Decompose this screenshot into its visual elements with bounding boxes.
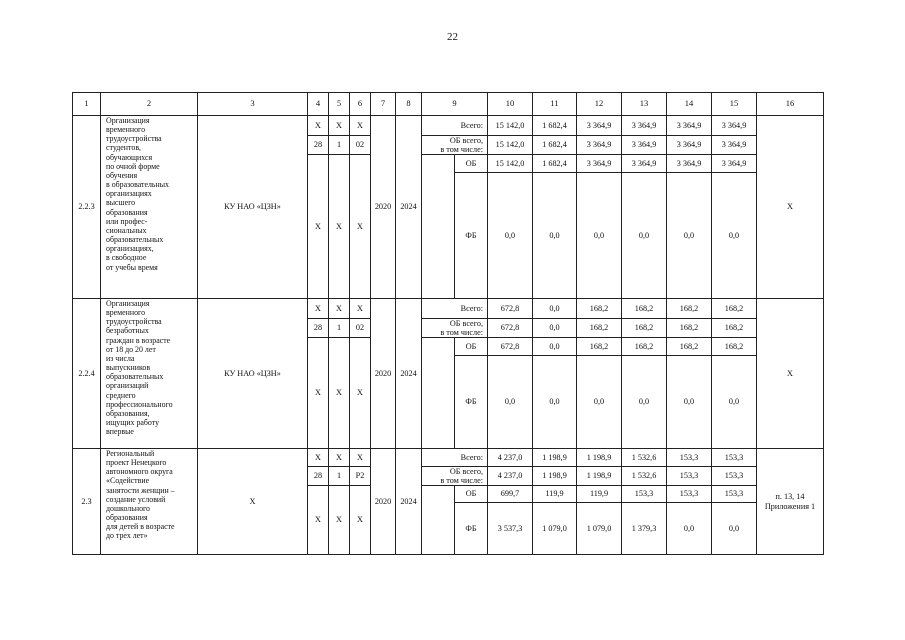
measure-name-line: студентов, [106, 143, 142, 153]
measure-name-line: обучающихся [106, 152, 153, 162]
source-ob-label: ОБ [455, 338, 488, 356]
source-total-label: Всего: [422, 449, 488, 467]
amount-cell: 0,0 [712, 356, 757, 449]
row-number: 2.2.3 [73, 116, 101, 299]
amount-cell: 15 142,0 [488, 116, 533, 136]
amount-cell: 3 364,9 [712, 136, 757, 155]
amount-cell: 0,0 [488, 356, 533, 449]
col16-note [757, 116, 824, 299]
code-cell: 28 [308, 319, 329, 338]
code-cell: Х [329, 299, 350, 319]
code-cell: Х [308, 299, 329, 319]
amount-cell: 3 537,3 [488, 503, 533, 555]
start-year: 2020 [371, 116, 396, 299]
amount-cell: 672,8 [488, 319, 533, 338]
source-fb-label: ФБ [455, 356, 488, 449]
column-header-5: 5 [329, 93, 350, 116]
measure-name-line: образования [106, 207, 148, 217]
end-year: 2024 [396, 299, 422, 449]
source-ob-total-line1: ОБ всего, [449, 136, 483, 145]
column-header-14: 14 [667, 93, 712, 116]
table-row [73, 116, 824, 136]
executor: КУ НАО «ЦЗН» [198, 116, 308, 299]
measure-name-line: ищущих работу [106, 418, 160, 428]
code-cell: Х [350, 449, 371, 467]
source-ob-label: ОБ [455, 155, 488, 173]
code-cell: Р2 [350, 467, 371, 486]
measure-name-line: временного [106, 125, 146, 135]
row-number: 2.3 [73, 449, 101, 555]
code-cell: 1 [329, 467, 350, 486]
amount-cell: 1 198,9 [533, 467, 577, 486]
table-row [73, 449, 824, 467]
amount-cell: 153,3 [712, 449, 757, 467]
measure-name-line: впервые [106, 427, 134, 437]
amount-cell: 1 198,9 [533, 449, 577, 467]
amount-cell: 1 198,9 [577, 449, 622, 467]
measure-name-line: Организация [106, 116, 150, 125]
amount-cell: 4 237,0 [488, 449, 533, 467]
code-cell: Х [350, 116, 371, 136]
budget-table [72, 92, 824, 555]
amount-cell: 168,2 [622, 299, 667, 319]
amount-cell: 4 237,0 [488, 467, 533, 486]
amount-cell: 168,2 [667, 338, 712, 356]
code-cell: Х [329, 449, 350, 467]
amount-cell: 1 198,9 [577, 467, 622, 486]
amount-cell: 168,2 [667, 319, 712, 338]
amount-cell: 0,0 [577, 356, 622, 449]
amount-cell: 3 364,9 [667, 116, 712, 136]
col16-note [757, 299, 824, 449]
measure-name-line: организациях, [106, 244, 154, 254]
amount-cell: 0,0 [712, 503, 757, 555]
column-header-6: 6 [350, 93, 371, 116]
code-cell: Х [308, 449, 329, 467]
amount-cell: 0,0 [622, 173, 667, 299]
amount-cell: 0,0 [488, 173, 533, 299]
amount-cell: 153,3 [712, 467, 757, 486]
column-header-4: 4 [308, 93, 329, 116]
amount-cell: 3 364,9 [622, 155, 667, 173]
amount-cell: 3 364,9 [667, 155, 712, 173]
source-ob-total-line1: ОБ всего, [449, 467, 483, 476]
measure-name-line: Региональный [106, 449, 155, 458]
code-cell: Х [350, 155, 371, 299]
amount-cell: 3 364,9 [712, 155, 757, 173]
column-header-3: 3 [198, 93, 308, 116]
column-header-11: 11 [533, 93, 577, 116]
col16-note [757, 449, 824, 555]
amount-cell: 168,2 [577, 338, 622, 356]
measure-name-line: проект Ненецкого [106, 458, 167, 468]
measure-name [101, 116, 198, 299]
amount-cell: 168,2 [622, 319, 667, 338]
code-cell: Х [308, 486, 329, 555]
amount-cell: 1 079,0 [533, 503, 577, 555]
code-cell: Х [329, 338, 350, 449]
header-row [73, 93, 824, 116]
indent-spacer [422, 338, 455, 449]
amount-cell: 0,0 [533, 173, 577, 299]
measure-name-line: дошкольного [106, 503, 150, 513]
amount-cell: 1 532,6 [622, 449, 667, 467]
source-total-label: Всего: [422, 116, 488, 136]
source-ob-total-line2: в том числе: [440, 145, 483, 154]
amount-cell: 153,3 [712, 486, 757, 503]
amount-cell: 1 682,4 [533, 116, 577, 136]
measure-name-line: «Содействие [106, 476, 150, 486]
measure-name-line: организаций [106, 381, 149, 391]
end-year: 2024 [396, 449, 422, 555]
code-cell: Х [308, 155, 329, 299]
source-ob-total-label [422, 467, 488, 486]
amount-cell: 153,3 [667, 486, 712, 503]
amount-cell: 153,3 [667, 467, 712, 486]
amount-cell: 153,3 [667, 449, 712, 467]
code-cell: 28 [308, 136, 329, 155]
measure-name-line: трудоустройства [106, 134, 162, 144]
amount-cell: 3 364,9 [622, 136, 667, 155]
measure-name-line: обучения [106, 170, 138, 180]
code-cell: Х [350, 299, 371, 319]
indent-spacer [422, 486, 455, 555]
measure-name-line: организациях [106, 189, 152, 199]
amount-cell: 0,0 [577, 173, 622, 299]
column-header-13: 13 [622, 93, 667, 116]
amount-cell: 168,2 [712, 338, 757, 356]
measure-name-line: по очной форме [106, 161, 160, 171]
column-header-2: 2 [101, 93, 198, 116]
row-number: 2.2.4 [73, 299, 101, 449]
source-ob-total-label [422, 319, 488, 338]
source-ob-total-line2: в том числе: [440, 328, 483, 337]
column-header-15: 15 [712, 93, 757, 116]
measure-name-line: от учебы время [106, 262, 158, 272]
amount-cell: 15 142,0 [488, 155, 533, 173]
amount-cell: 3 364,9 [712, 116, 757, 136]
amount-cell: 153,3 [622, 486, 667, 503]
measure-name-line: в свободное [106, 253, 147, 263]
source-total-label: Всего: [422, 299, 488, 319]
amount-cell: 0,0 [533, 299, 577, 319]
source-ob-total-label [422, 136, 488, 155]
amount-cell: 1 682,4 [533, 136, 577, 155]
executor: КУ НАО «ЦЗН» [198, 299, 308, 449]
measure-name-line: образования, [106, 408, 150, 418]
amount-cell: 0,0 [533, 338, 577, 356]
measure-name-line: Организация [106, 299, 150, 308]
column-header-16: 16 [757, 93, 824, 116]
amount-cell: 168,2 [577, 319, 622, 338]
measure-name-line: образовательных [106, 235, 164, 245]
code-cell: 1 [329, 136, 350, 155]
column-header-9: 9 [422, 93, 488, 116]
measure-name-line: от 18 до 20 лет [106, 344, 156, 354]
amount-cell: 672,8 [488, 338, 533, 356]
code-cell: Х [329, 486, 350, 555]
measure-name-line: высшего [106, 198, 136, 208]
amount-cell: 0,0 [622, 356, 667, 449]
column-header-1: 1 [73, 93, 101, 116]
amount-cell: 1 682,4 [533, 155, 577, 173]
amount-cell: 0,0 [533, 319, 577, 338]
amount-cell: 168,2 [622, 338, 667, 356]
measure-name-line: среднего [106, 390, 136, 400]
page-number: 22 [447, 31, 458, 43]
measure-name-line: или профес- [106, 216, 148, 226]
column-header-10: 10 [488, 93, 533, 116]
measure-name-line: безработных [106, 326, 149, 336]
code-cell: Х [308, 338, 329, 449]
measure-name-line: в образовательных [106, 180, 169, 190]
measure-name-line: временного [106, 308, 146, 318]
code-cell: 28 [308, 467, 329, 486]
col16-note-line: Приложения 1 [764, 501, 816, 511]
measure-name [101, 449, 198, 555]
column-header-8: 8 [396, 93, 422, 116]
amount-cell: 0,0 [667, 356, 712, 449]
column-header-7: 7 [371, 93, 396, 116]
executor: Х [198, 449, 308, 555]
source-ob-total-line2: в том числе: [440, 476, 483, 485]
amount-cell: 672,8 [488, 299, 533, 319]
amount-cell: 168,2 [712, 319, 757, 338]
amount-cell: 168,2 [712, 299, 757, 319]
source-ob-label: ОБ [455, 486, 488, 503]
code-cell: 02 [350, 319, 371, 338]
amount-cell: 0,0 [667, 173, 712, 299]
measure-name-line: из числа [106, 353, 135, 363]
measure-name-line: образовательных [106, 372, 164, 382]
amount-cell: 0,0 [667, 503, 712, 555]
measure-name-line: занятости женщин – [106, 485, 175, 495]
measure-name-line: автономного округа [106, 467, 173, 477]
amount-cell: 15 142,0 [488, 136, 533, 155]
source-fb-label: ФБ [455, 503, 488, 555]
amount-cell: 168,2 [577, 299, 622, 319]
source-fb-label: ФБ [455, 173, 488, 299]
col16-note-line: п. 13, 14 [775, 491, 805, 501]
measure-name-line: профессионального [106, 399, 173, 409]
measure-name [101, 299, 198, 449]
amount-cell: 3 364,9 [667, 136, 712, 155]
measure-name-line: граждан в возрасте [106, 335, 171, 345]
amount-cell: 1 379,3 [622, 503, 667, 555]
code-cell: 1 [329, 319, 350, 338]
amount-cell: 119,9 [533, 486, 577, 503]
measure-name-line: для детей в возрасте [106, 522, 175, 532]
amount-cell: 168,2 [667, 299, 712, 319]
amount-cell: 3 364,9 [577, 155, 622, 173]
amount-cell: 3 364,9 [577, 116, 622, 136]
amount-cell: 0,0 [533, 356, 577, 449]
amount-cell: 3 364,9 [577, 136, 622, 155]
amount-cell: 119,9 [577, 486, 622, 503]
measure-name-line: выпускников [106, 363, 151, 373]
start-year: 2020 [371, 449, 396, 555]
col16-note-line: Х [787, 202, 793, 212]
column-header-12: 12 [577, 93, 622, 116]
code-cell: Х [329, 116, 350, 136]
measure-name-line: до трех лет» [106, 531, 148, 541]
measure-name-line: образования [106, 513, 148, 523]
measure-name-line: создание условий [106, 494, 166, 504]
amount-cell: 3 364,9 [622, 116, 667, 136]
amount-cell: 1 079,0 [577, 503, 622, 555]
code-cell: Х [308, 116, 329, 136]
source-ob-total-line1: ОБ всего, [449, 319, 483, 328]
col16-note-line: Х [787, 368, 793, 378]
code-cell: Х [350, 338, 371, 449]
amount-cell: 699,7 [488, 486, 533, 503]
table-row [73, 299, 824, 319]
code-cell: Х [329, 155, 350, 299]
measure-name-line: трудоустройства [106, 317, 162, 327]
code-cell: 02 [350, 136, 371, 155]
amount-cell: 1 532,6 [622, 467, 667, 486]
amount-cell: 0,0 [712, 173, 757, 299]
indent-spacer [422, 155, 455, 299]
end-year: 2024 [396, 116, 422, 299]
code-cell: Х [350, 486, 371, 555]
measure-name-line: сиональных [106, 225, 147, 235]
start-year: 2020 [371, 299, 396, 449]
